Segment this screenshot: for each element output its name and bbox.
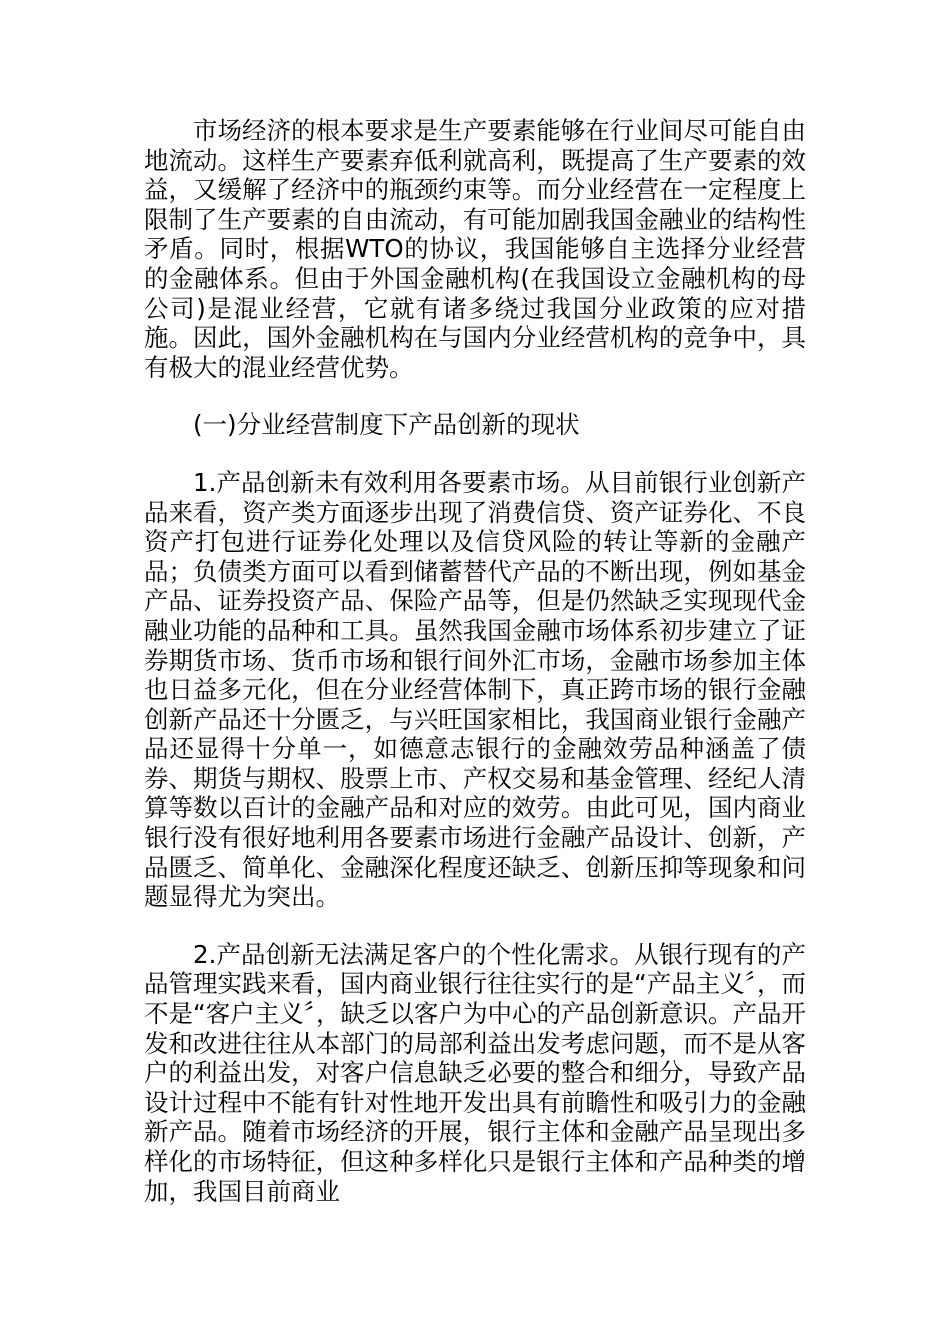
document-body <box>144 116 806 1206</box>
paragraph-market-economy: 市场经济的根本要求是生产要素能够在行业间尽可能自由地流动。这样生产要素弃低利就高利，既提高了生产要素的效益，又缓解了经济中的瓶颈约束等。而分业经营在一定程度上限制了生产要素的自由流动，有可能加剧我国金融业的结构性矛盾。同时，根据WTO的协议，我国能够自主选择分业经营的金融体系。但由于外国金融机构(在我国设立金融机构的母公司)是混业经营，它就有诸多绕过我国分业政策的应对措施。因此，国外金融机构在与国内分业经营机构的竞争中，具有极大的混业经营优势。 <box>144 116 806 382</box>
paragraph-point-1: 1.产品创新未有效利用各要素市场。从目前银行业创新产品来看，资产类方面逐步出现了消费信贷、资产证券化、不良资产打包进行证券化处理以及信贷风险的转让等新的金融产品；负债类方面可以看到储蓄替代产品的不断出现，例如基金产品、证券投资产品、保险产品等，但是仍然缺乏实现现代金融业功能的品种和工具。虽然我国金融市场体系初步建立了证券期货市场、货币市场和银行间外汇市场，金融市场参加主体也日益多元化，但在分业经营体制下，真正跨市场的银行金融创新产品还十分匮乏，与兴旺国家相比，我国商业银行金融产品还显得十分单一，如德意志银行的金融效劳品种涵盖了债券、期货与期权、股票上市、产权交易和基金管理、经纪人清算等数以百计的金融产品和对应的效劳。由此可见，国内商业银行没有很好地利用各要素市场进行金融产品设计、创新，产品匮乏、简单化、金融深化程度还缺乏、创新压抑等现象和问题显得尤为突出。 <box>144 467 806 912</box>
paragraph-point-2: 2.产品创新无法满足客户的个性化需求。从银行现有的产品管理实践来看，国内商业银行往往实行的是“产品主义〞，而不是“客户主义〞，缺乏以客户为中心的产品创新意识。产品开发和改进往往从本部门的局部利益出发考虑问题，而不是从客户的利益出发，对客户信息缺乏必要的整合和细分，导致产品设计过程中不能有针对性地开发出具有前瞻性和吸引力的金融新产品。随着市场经济的开展，银行主体和金融产品呈现出多样化的市场特征，但这种多样化只是银行主体和产品种类的增加，我国目前商业 <box>144 939 806 1206</box>
section-heading-current-status: (一)分业经营制度下产品创新的现状 <box>193 410 580 440</box>
